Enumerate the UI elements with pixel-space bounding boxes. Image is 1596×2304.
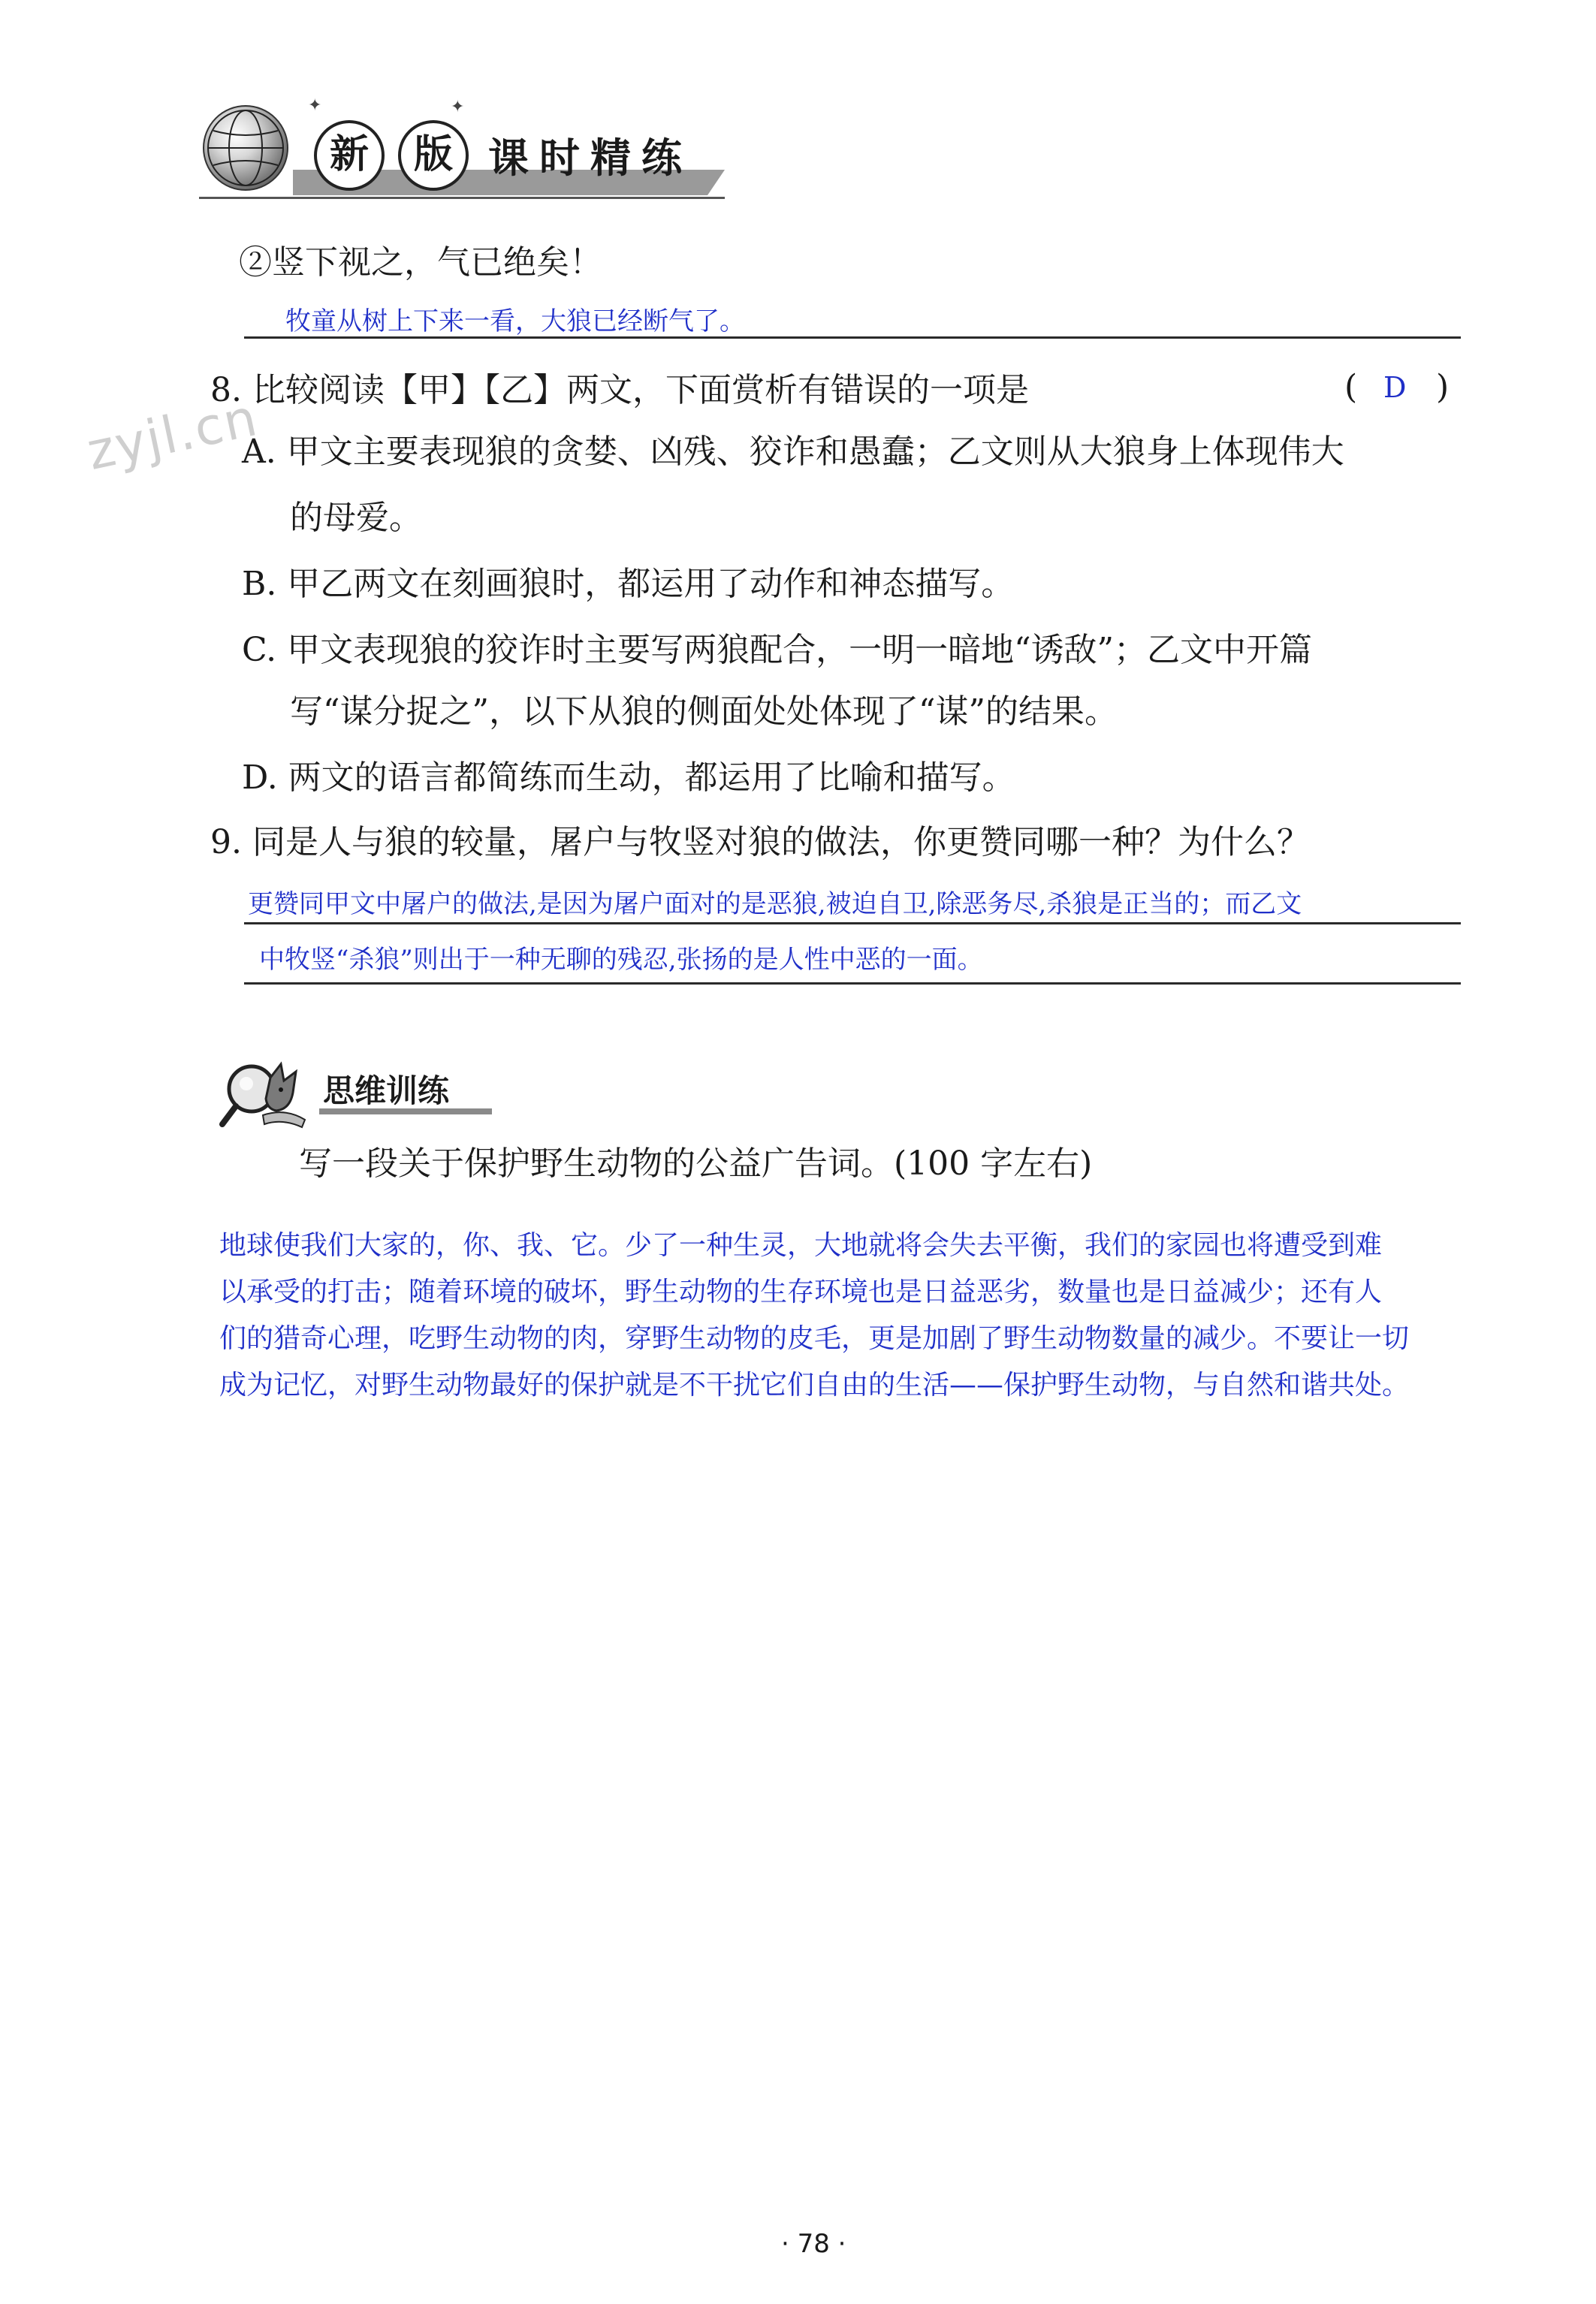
essay-line: 地球使我们大家的，你、我、它。少了一种生灵，大地就将会失去平衡，我们的家园也将遭受到难 xyxy=(219,1230,1383,1261)
answer-rule xyxy=(244,922,1461,924)
answer-rule xyxy=(244,336,1461,339)
essay-line: 成为记忆，对野生动物最好的保护就是不干扰它们自由的生活——保护野生动物，与自然和谐共处。 xyxy=(219,1370,1410,1401)
q9-answer-line-2: 中牧竖“杀狼”则出于一种无聊的残忍,张扬的是人性中恶的一面。 xyxy=(259,945,983,975)
q8-option-d: D. 两文的语言都简练而生动，都运用了比喻和描写。 xyxy=(242,758,1015,797)
q9-answer-line-1: 更赞同甲文中屠户的做法,是因为屠户面对的是恶狼,被迫自卫,除恶务尽,杀狼是正当的；而乙文 xyxy=(248,889,1302,919)
essay-line: 以承受的打击；随着环境的破坏，野生动物的生存环境也是日益恶劣，数量也是日益减少；还有人 xyxy=(219,1277,1383,1307)
page-number: · 78 · xyxy=(781,2229,846,2259)
q8-bracket-open: ( xyxy=(1344,368,1358,406)
q8-option-a-cont: 的母爱。 xyxy=(290,499,422,537)
header-badge-edition: 版 xyxy=(398,120,469,191)
header-title: 课时精练 xyxy=(488,134,692,182)
q8-answer: D xyxy=(1383,371,1407,404)
essay-answer xyxy=(219,1223,1556,1409)
item-2-question: ②竖下视之，气已绝矣！ xyxy=(239,243,602,282)
thinking-prompt: 写一段关于保护野生动物的公益广告词。(100 字左右) xyxy=(299,1144,1093,1183)
sparkle-icon: ✦ xyxy=(451,98,465,116)
globe-icon xyxy=(203,105,288,191)
q8-option-c-cont: 写“谋分捉之”，以下从狼的侧面处处体现了“谋”的结果。 xyxy=(290,692,1118,731)
item-2-answer: 牧童从树上下来一看，大狼已经断气了。 xyxy=(285,306,745,336)
magnifier-fox-icon xyxy=(218,1055,308,1130)
section-title: 思维训练 xyxy=(323,1072,450,1109)
q8-bracket-close: ) xyxy=(1436,368,1450,406)
q8-option-b: B. 甲乙两文在刻画狼时，都运用了动作和神态描写。 xyxy=(242,565,1015,603)
header-rule xyxy=(199,197,725,199)
sparkle-icon: ✦ xyxy=(308,96,322,115)
q8-option-c: C. 甲文表现狼的狡诈时主要写两狼配合，一明一暗地“诱敌”；乙文中开篇 xyxy=(242,631,1313,669)
essay-line: 们的猎奇心理，吃野生动物的肉，穿野生动物的皮毛，更是加剧了野生动物数量的减少。不要让一切 xyxy=(219,1323,1410,1354)
q8-stem: 8. 比较阅读【甲】【乙】两文，下面赏析有错误的一项是 xyxy=(210,371,1029,409)
answer-rule xyxy=(244,982,1461,985)
q9-stem: 9. 同是人与狼的较量，屠户与牧竖对狼的做法，你更赞同哪一种？为什么？ xyxy=(210,823,1310,861)
header-badge-new: 新 xyxy=(314,120,385,191)
watermark: zyjl.cn xyxy=(82,388,264,483)
q8-option-a: A. 甲文主要表现狼的贪婪、凶残、狡诈和愚蠢；乙文则从大狼身上体现伟大 xyxy=(242,433,1344,471)
